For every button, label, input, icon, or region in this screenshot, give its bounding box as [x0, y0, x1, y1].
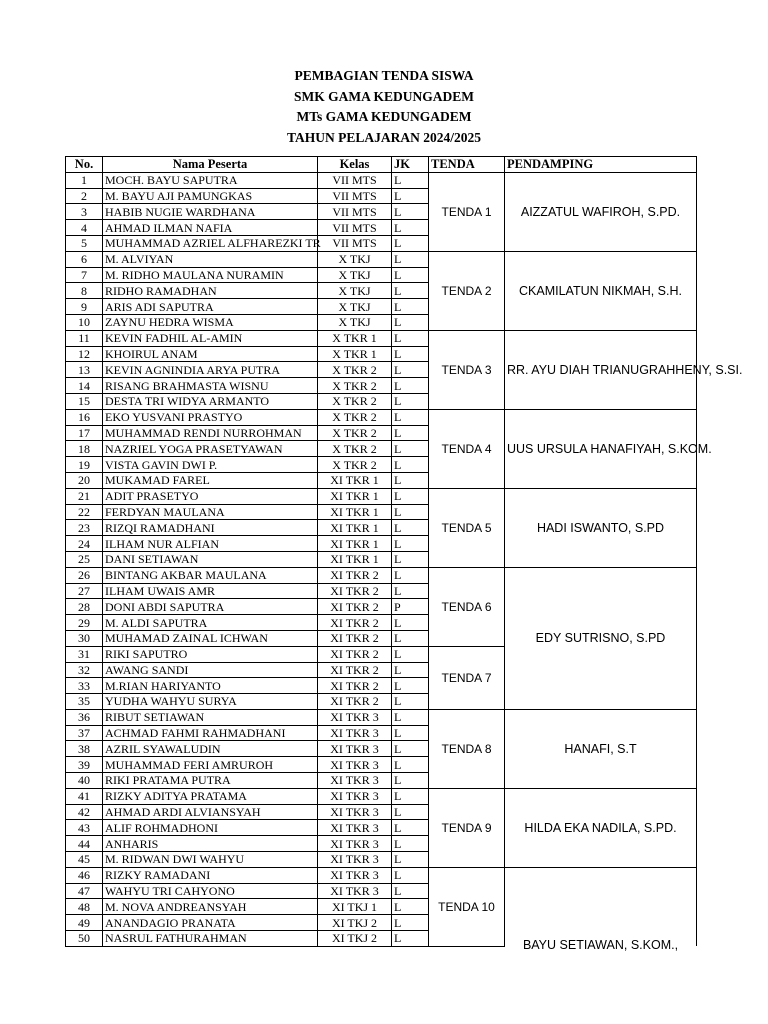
cell-kelas: X TKR 2: [318, 441, 392, 457]
cell-kelas: XI TKR 1: [318, 520, 392, 536]
pendamping-name: RR. AYU DIAH TRIANUGRAHHENY, S.SI.: [507, 362, 743, 377]
cell-jk: L: [392, 788, 429, 804]
cell-jk: L: [392, 852, 429, 868]
table-row: [66, 867, 697, 883]
cell-name: NAZRIEL YOGA PRASETYAWAN: [103, 441, 318, 457]
cell-tenda: TENDA 1: [429, 172, 505, 251]
cell-name: MUHAMAD ZAINAL ICHWAN: [103, 630, 318, 646]
cell-no: 4: [66, 220, 103, 236]
cell-pendamping: [505, 867, 697, 953]
cell-jk: L: [392, 362, 429, 378]
cell-name: MUHAMMAD FERI AMRUROH: [103, 757, 318, 773]
cell-jk: L: [392, 883, 429, 899]
pendamping-name: UUS URSULA HANAFIYAH, S.KOM.: [507, 441, 712, 456]
cell-jk: L: [392, 393, 429, 409]
cell-tenda: TENDA 9: [429, 788, 505, 867]
cell-no: 14: [66, 378, 103, 394]
cell-jk: L: [392, 172, 429, 188]
cell-no: 47: [66, 883, 103, 899]
cell-no: 2: [66, 188, 103, 204]
pendamping-name: HILDA EKA NADILA, S.PD.: [524, 820, 677, 835]
cell-kelas: VII MTS: [318, 235, 392, 251]
cell-no: 20: [66, 472, 103, 488]
table-row: [66, 567, 697, 583]
cell-name: RIDHO RAMADHAN: [103, 283, 318, 299]
cell-kelas: XI TKJ 2: [318, 931, 392, 947]
table-row: [66, 488, 697, 504]
cell-jk: L: [392, 520, 429, 536]
cell-jk: L: [392, 725, 429, 741]
title-line-3: MTs GAMA KEDUNGADEM: [296, 109, 472, 124]
tent-assignment-table: [65, 156, 743, 953]
cell-kelas: XI TKR 3: [318, 883, 392, 899]
cell-no: 27: [66, 583, 103, 599]
title-line-4: TAHUN PELAJARAN 2024/2025: [286, 129, 481, 145]
cell-tenda: TENDA 5: [429, 488, 505, 567]
cell-kelas: VII MTS: [318, 172, 392, 188]
cell-kelas: X TKR 1: [318, 346, 392, 362]
cell-tenda: TENDA 10: [429, 867, 505, 946]
cell-name: M.RIAN HARIYANTO: [103, 678, 318, 694]
cell-no: 48: [66, 899, 103, 915]
cell-no: 30: [66, 630, 103, 646]
table-row: [66, 409, 697, 425]
cell-kelas: XI TKR 3: [318, 773, 392, 789]
cell-pendamping: [505, 709, 697, 788]
cell-jk: L: [392, 662, 429, 678]
cell-no: 15: [66, 393, 103, 409]
cell-jk: L: [392, 709, 429, 725]
cell-jk: L: [392, 867, 429, 883]
cell-tenda: TENDA 8: [429, 709, 505, 788]
header-tenda: TENDA: [429, 157, 505, 173]
cell-tenda: TENDA 3: [429, 330, 505, 409]
cell-kelas: X TKJ: [318, 283, 392, 299]
cell-name: WAHYU TRI CAHYONO: [103, 883, 318, 899]
cell-name: KEVIN FADHIL AL-AMIN: [103, 330, 318, 346]
cell-name: ZAYNU HEDRA WISMA: [103, 314, 318, 330]
cell-jk: L: [392, 425, 429, 441]
pendamping-name: HADI ISWANTO, S.PD: [536, 520, 665, 535]
cell-no: 28: [66, 599, 103, 615]
table-row: [66, 709, 697, 725]
cell-no: 6: [66, 251, 103, 267]
cell-name: M. BAYU AJI PAMUNGKAS: [103, 188, 318, 204]
cell-name: DANI SETIAWAN: [103, 551, 318, 567]
cell-name: ARIS ADI SAPUTRA: [103, 299, 318, 315]
cell-kelas: XI TKR 3: [318, 788, 392, 804]
cell-name: ADIT PRASETYO: [103, 488, 318, 504]
cell-jk: L: [392, 804, 429, 820]
cell-tenda: TENDA 4: [429, 409, 505, 488]
title-line-2: SMK GAMA KEDUNGADEM: [294, 88, 474, 104]
table-body: [66, 172, 743, 953]
cell-pendamping: [505, 488, 697, 567]
cell-kelas: XI TKR 1: [318, 488, 392, 504]
cell-kelas: XI TKJ 2: [318, 915, 392, 931]
cell-name: ANANDAGIO PRANATA: [103, 915, 318, 931]
cell-jk: L: [392, 630, 429, 646]
cell-pendamping: [505, 567, 697, 709]
cell-no: 43: [66, 820, 103, 836]
cell-no: 37: [66, 725, 103, 741]
cell-name: RIKI PRATAMA PUTRA: [103, 773, 318, 789]
header-kelas: Kelas: [318, 157, 392, 173]
cell-kelas: X TKR 2: [318, 378, 392, 394]
cell-name: RIBUT SETIAWAN: [103, 709, 318, 725]
cell-kelas: XI TKR 3: [318, 757, 392, 773]
cell-name: NASRUL FATHURAHMAN: [103, 931, 318, 947]
cell-no: 45: [66, 852, 103, 868]
cell-name: RIZQI RAMADHANI: [103, 520, 318, 536]
cell-jk: L: [392, 488, 429, 504]
cell-jk: L: [392, 251, 429, 267]
cell-kelas: XI TKR 3: [318, 836, 392, 852]
cell-jk: L: [392, 409, 429, 425]
cell-no: 23: [66, 520, 103, 536]
cell-jk: L: [392, 536, 429, 552]
cell-no: 18: [66, 441, 103, 457]
cell-jk: L: [392, 504, 429, 520]
table-row: [66, 330, 697, 346]
cell-no: 26: [66, 567, 103, 583]
cell-name: MOCH. BAYU SAPUTRA: [103, 172, 318, 188]
cell-kelas: XI TKR 3: [318, 820, 392, 836]
cell-kelas: X TKJ: [318, 267, 392, 283]
cell-kelas: XI TKR 2: [318, 662, 392, 678]
cell-kelas: XI TKR 2: [318, 599, 392, 615]
cell-name: AHMAD ARDI ALVIANSYAH: [103, 804, 318, 820]
cell-name: YUDHA WAHYU SURYA: [103, 694, 318, 710]
table-row: [66, 788, 697, 804]
cell-jk: L: [392, 694, 429, 710]
cell-no: 16: [66, 409, 103, 425]
cell-no: 11: [66, 330, 103, 346]
header-no: No.: [66, 157, 103, 173]
cell-no: 3: [66, 204, 103, 220]
cell-jk: L: [392, 678, 429, 694]
cell-jk: L: [392, 646, 429, 662]
table-row: [66, 172, 697, 188]
cell-name: RIZKY RAMADANI: [103, 867, 318, 883]
header-pendamping: PENDAMPING: [505, 157, 697, 173]
cell-no: 19: [66, 457, 103, 473]
cell-jk: L: [392, 931, 429, 947]
cell-jk: L: [392, 378, 429, 394]
cell-jk: L: [392, 583, 429, 599]
cell-no: 49: [66, 915, 103, 931]
pendamping-name: AIZZATUL WAFIROH, S.PD.: [520, 204, 681, 219]
document-title-block: [0, 66, 768, 148]
cell-name: M. NOVA ANDREANSYAH: [103, 899, 318, 915]
cell-jk: P: [392, 599, 429, 615]
pendamping-name: HANAFI, S.T: [564, 741, 637, 756]
cell-name: M. RIDWAN DWI WAHYU: [103, 852, 318, 868]
cell-kelas: X TKR 2: [318, 457, 392, 473]
cell-kelas: XI TKR 3: [318, 804, 392, 820]
cell-no: 40: [66, 773, 103, 789]
cell-no: 12: [66, 346, 103, 362]
cell-jk: L: [392, 314, 429, 330]
cell-no: 42: [66, 804, 103, 820]
cell-jk: L: [392, 773, 429, 789]
cell-no: 24: [66, 536, 103, 552]
cell-name: M. RIDHO MAULANA NURAMIN: [103, 267, 318, 283]
cell-tenda: TENDA 2: [429, 251, 505, 330]
cell-jk: L: [392, 235, 429, 251]
cell-name: MUHAMMAD RENDI NURROHMAN: [103, 425, 318, 441]
cell-name: DONI ABDI SAPUTRA: [103, 599, 318, 615]
cell-jk: L: [392, 220, 429, 236]
cell-jk: L: [392, 472, 429, 488]
cell-no: 17: [66, 425, 103, 441]
cell-no: 21: [66, 488, 103, 504]
cell-jk: L: [392, 551, 429, 567]
cell-kelas: XI TKR 3: [318, 709, 392, 725]
cell-jk: L: [392, 441, 429, 457]
cell-jk: L: [392, 741, 429, 757]
pendamping-name: CKAMILATUN NIKMAH, S.H.: [519, 283, 682, 298]
cell-no: 36: [66, 709, 103, 725]
cell-kelas: XI TKR 2: [318, 646, 392, 662]
cell-name: ANHARIS: [103, 836, 318, 852]
cell-name: M. ALDI SAPUTRA: [103, 615, 318, 631]
header-jk: JK: [392, 157, 429, 173]
cell-jk: L: [392, 836, 429, 852]
cell-kelas: X TKR 1: [318, 330, 392, 346]
cell-jk: L: [392, 899, 429, 915]
cell-no: 38: [66, 741, 103, 757]
cell-name: ILHAM UWAIS AMR: [103, 583, 318, 599]
cell-no: 46: [66, 867, 103, 883]
cell-jk: L: [392, 204, 429, 220]
cell-no: 10: [66, 314, 103, 330]
pendamping-name: BAYU SETIAWAN, S.KOM.,: [522, 938, 679, 953]
cell-no: 22: [66, 504, 103, 520]
cell-kelas: VII MTS: [318, 204, 392, 220]
cell-kelas: XI TKR 2: [318, 615, 392, 631]
cell-name: AWANG SANDI: [103, 662, 318, 678]
cell-kelas: X TKR 2: [318, 409, 392, 425]
cell-name: HABIB NUGIE WARDHANA: [103, 204, 318, 220]
cell-jk: L: [392, 299, 429, 315]
cell-name: RIKI SAPUTRO: [103, 646, 318, 662]
cell-jk: L: [392, 820, 429, 836]
cell-name: MUHAMMAD AZRIEL ALFHAREZKI TR: [103, 235, 318, 251]
cell-kelas: XI TKR 2: [318, 694, 392, 710]
table-row: [66, 251, 697, 267]
cell-kelas: X TKJ: [318, 299, 392, 315]
cell-pendamping: [505, 409, 712, 488]
cell-no: 9: [66, 299, 103, 315]
cell-jk: L: [392, 346, 429, 362]
cell-pendamping: [505, 251, 697, 330]
cell-name: EKO YUSVANI PRASTYO: [103, 409, 318, 425]
cell-kelas: X TKJ: [318, 251, 392, 267]
cell-no: 33: [66, 678, 103, 694]
cell-no: 50: [66, 931, 103, 947]
cell-kelas: XI TKR 1: [318, 504, 392, 520]
cell-no: 5: [66, 235, 103, 251]
cell-name: KHOIRUL ANAM: [103, 346, 318, 362]
cell-no: 25: [66, 551, 103, 567]
cell-kelas: XI TKR 1: [318, 472, 392, 488]
cell-kelas: XI TKR 2: [318, 678, 392, 694]
cell-name: M. ALVIYAN: [103, 251, 318, 267]
cell-name: RISANG BRAHMASTA WISNU: [103, 378, 318, 394]
cell-kelas: XI TKR 2: [318, 567, 392, 583]
cell-kelas: X TKJ: [318, 314, 392, 330]
title-line-1: PEMBAGIAN TENDA SISWA: [294, 68, 474, 83]
cell-name: ILHAM NUR ALFIAN: [103, 536, 318, 552]
cell-jk: L: [392, 757, 429, 773]
cell-jk: L: [392, 457, 429, 473]
cell-no: 41: [66, 788, 103, 804]
cell-kelas: VII MTS: [318, 220, 392, 236]
cell-tenda: TENDA 6: [429, 567, 505, 646]
cell-kelas: XI TKJ 1: [318, 899, 392, 915]
cell-kelas: XI TKR 3: [318, 867, 392, 883]
table-header-row: [66, 157, 697, 173]
cell-no: 35: [66, 694, 103, 710]
cell-kelas: X TKR 2: [318, 393, 392, 409]
cell-kelas: XI TKR 2: [318, 583, 392, 599]
cell-jk: L: [392, 615, 429, 631]
cell-kelas: XI TKR 1: [318, 536, 392, 552]
header-name: Nama Peserta: [103, 157, 318, 173]
cell-name: AHMAD ILMAN NAFIA: [103, 220, 318, 236]
cell-no: 8: [66, 283, 103, 299]
cell-no: 29: [66, 615, 103, 631]
cell-jk: L: [392, 283, 429, 299]
cell-no: 31: [66, 646, 103, 662]
cell-kelas: XI TKR 3: [318, 741, 392, 757]
cell-name: ALIF ROHMADHONI: [103, 820, 318, 836]
cell-no: 1: [66, 172, 103, 188]
cell-name: KEVIN AGNINDIA ARYA PUTRA: [103, 362, 318, 378]
cell-jk: L: [392, 915, 429, 931]
cell-no: 13: [66, 362, 103, 378]
cell-jk: L: [392, 267, 429, 283]
cell-tenda: TENDA 7: [429, 646, 505, 709]
cell-name: MUKAMAD FAREL: [103, 472, 318, 488]
cell-no: 7: [66, 267, 103, 283]
cell-kelas: X TKR 2: [318, 425, 392, 441]
cell-no: 44: [66, 836, 103, 852]
cell-kelas: XI TKR 3: [318, 725, 392, 741]
cell-kelas: VII MTS: [318, 188, 392, 204]
cell-name: RIZKY ADITYA PRATAMA: [103, 788, 318, 804]
cell-name: AZRIL SYAWALUDIN: [103, 741, 318, 757]
cell-pendamping: [505, 172, 697, 251]
pendamping-name: EDY SUTRISNO, S.PD: [535, 631, 666, 646]
cell-jk: L: [392, 567, 429, 583]
cell-pendamping: [505, 330, 743, 409]
cell-name: VISTA GAVIN DWI P.: [103, 457, 318, 473]
cell-name: DESTA TRI WIDYA ARMANTO: [103, 393, 318, 409]
cell-no: 32: [66, 662, 103, 678]
cell-kelas: XI TKR 1: [318, 551, 392, 567]
cell-name: ACHMAD FAHMI RAHMADHANI: [103, 725, 318, 741]
cell-jk: L: [392, 188, 429, 204]
cell-name: BINTANG AKBAR MAULANA: [103, 567, 318, 583]
cell-name: FERDYAN MAULANA: [103, 504, 318, 520]
cell-pendamping: [505, 788, 697, 867]
cell-jk: L: [392, 330, 429, 346]
cell-kelas: XI TKR 3: [318, 852, 392, 868]
cell-kelas: XI TKR 2: [318, 630, 392, 646]
cell-no: 39: [66, 757, 103, 773]
cell-kelas: X TKR 2: [318, 362, 392, 378]
